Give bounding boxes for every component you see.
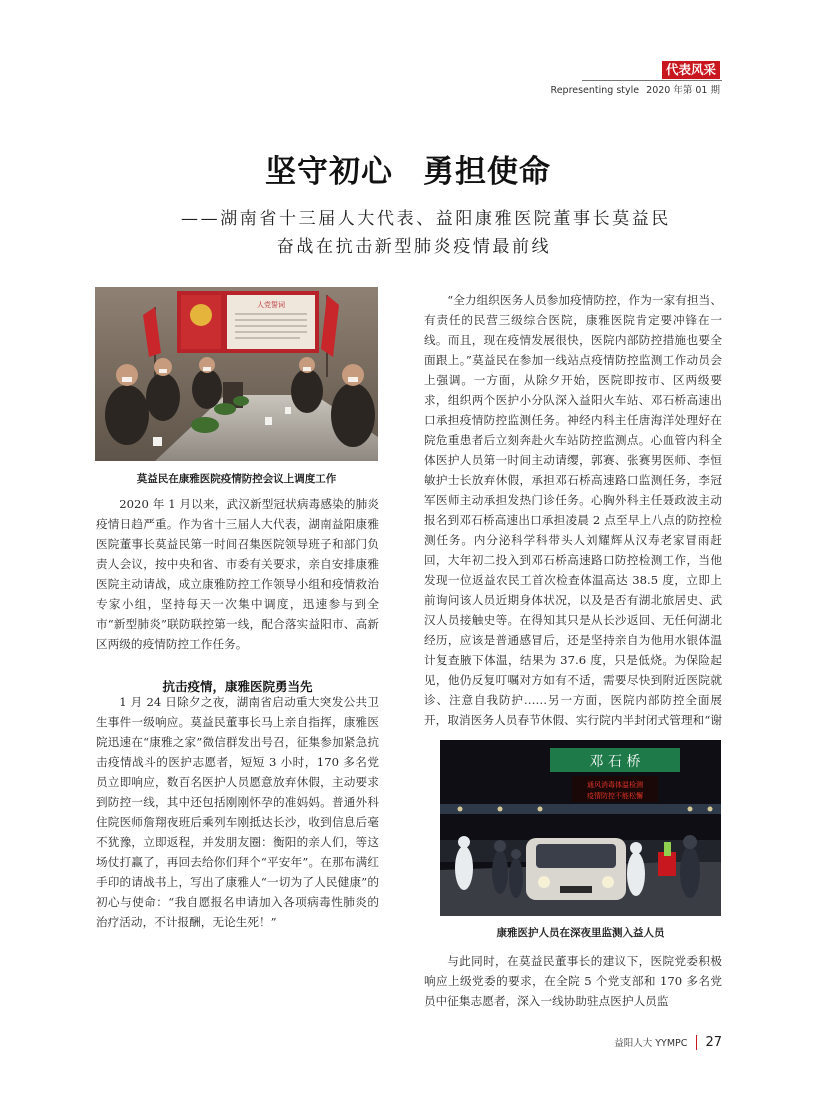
footer-journal-abbr: YYMPC xyxy=(655,1038,688,1049)
meeting-photo-illustration xyxy=(95,287,378,461)
led-line-2: 疫情防控不能松懈 xyxy=(587,792,643,800)
toll-sign-text: 邓 石 桥 xyxy=(589,754,641,770)
paragraph-3: 与此同时，在莫益民董事长的建议下，医院党委积极响应上级党委的要求，在全院 5 个党支部和 170 多名党员中征集志愿者，深入一线协助驻点医护人员监 xyxy=(424,954,722,1008)
journal-english-name: Representing style xyxy=(550,85,640,96)
article-subtitle-line-1: ——湖南省十三届人大代表、益阳康雅医院董事长莫益民 xyxy=(181,209,671,229)
checkpoint-photo xyxy=(440,740,721,916)
intro-paragraph: 2020 年 1 月以来，武汉新型冠状病毒感染的肺炎疫情日趋严重。作为省十三届人大代表，湖南益阳康雅医院董事长莫益民第一时间召集医院领导班子和部门负责人会议，按中央和省、市委有关要求，亲自安排康雅医院主动请战，成立康雅防控工作领导小组和疫情救治专家小组，坚持每天一次集中调度，迅速参与到全市“新型肺炎”联防联控第一线，配合落实益阳市、高新区两级的疫情防控工作任务。 xyxy=(96,497,379,651)
board-heading: 人党誓词 xyxy=(257,301,285,309)
article-subtitle-line-2: 奋战在抗击新型肺炎疫情最前线 xyxy=(276,237,552,257)
article-title xyxy=(0,146,816,191)
page-footer xyxy=(614,1035,722,1050)
section-tag: 代表风采 xyxy=(662,61,720,79)
paragraph-2: “全力组织医务人员参加疫情防控，作为一家有担当、有责任的民营三级综合医院，康雅医院肯定要冲锋在一线。而且，现在疫情发展很快，医院内部防控措施也要全面跟上。”莫益民在参加一线站点疫情防控监测工作动员会上强调。一方面，从除夕开始，医院即按市、区两级要求，组织两个医护小分队深入益阳火车站、邓石桥高速出口承担疫情防控监测任务。神经内科主任唐海洋处理好在院危重患者后立刻奔赴火车站防控监测点。心血管内科全体医护人员第一时间主动请缨，郭赛、张赛男医师、李恒敏护士长放弃休假，承担邓石桥高速路口监测任务，李冠军医师主动承担发热门诊任务。心胸外科主任聂政波主动报名到邓石桥高速出口承担凌晨 2 点至早上八点的防控检测任务。内分泌科学科带头人刘耀辉从汉寿老家冒雨赶回，大年初二投入到邓石桥高速路口防控检测工作，当他发现一位返益农民工首次检查体温高达 38.5 度，立即上前询问该人员近期身体状况，以及是否有湖北旅居史、武汉人员接触史等。在得知其只是从长沙返回、无任何湖北经历，应该是普通感冒后，还是坚持亲自为他用水银体温计复查腋下体温，结果为 37.6 度，只是低烧。为保险起见，他仍反复叮嘱对方如有不适，需要尽快到附近医院就诊、注意自我防护……另一方面，医院内部防控全面展开，取消医务人员春节休假、实行院内半封闭式管理和“谢 xyxy=(424,293,722,727)
photo-2-caption: 康雅医护人员在深夜里监测入益人员 xyxy=(496,927,665,939)
led-line-1: 通风消毒体温检测 xyxy=(587,781,643,789)
paragraph-1: 1 月 24 日除夕之夜，湖南省启动重大突发公共卫生事件一级响应。莫益民董事长马上亲自指挥，康雅医院迅速在“康雅之家”微信群发出号召，征集参加紧急抗击疫情战斗的医护志愿者，短短 3 小时，170 多名党员立即响应，数百名医护人员愿意放弃休假，主动要求到防控一线，其中还包括刚刚怀孕的准妈妈。普通外科住院医师詹翔夜班后乘列车刚抵达长沙，收到信息后毫不犹豫，立即返程，并发朋友圈：衡阳的亲人们，等这场仗打赢了，再回去给你们拜个“平安年”。在那布满红手印的请战书上，写出了康雅人“一切为了人民健康”的初心与使命：“我自愿报名申请加入各项病毒性肺炎的治疗活动，不计报酬，无论生死！” xyxy=(96,695,379,929)
checkpoint-photo-illustration xyxy=(440,740,721,916)
section-heading: 抗击疫情，康雅医院勇当先 xyxy=(162,679,313,694)
issue-label: 2020 年第 01 期 xyxy=(646,85,720,96)
footer-journal-name: 益阳人大 xyxy=(614,1038,653,1049)
running-header xyxy=(547,82,720,96)
title-part-1: 坚守初心 xyxy=(265,154,393,190)
title-part-2: 勇担使命 xyxy=(423,154,551,190)
meeting-photo xyxy=(95,287,378,461)
header-rule xyxy=(582,80,722,81)
page-number: 27 xyxy=(696,1035,722,1050)
photo-1-caption: 莫益民在康雅医院疫情防控会议上调度工作 xyxy=(136,473,337,485)
